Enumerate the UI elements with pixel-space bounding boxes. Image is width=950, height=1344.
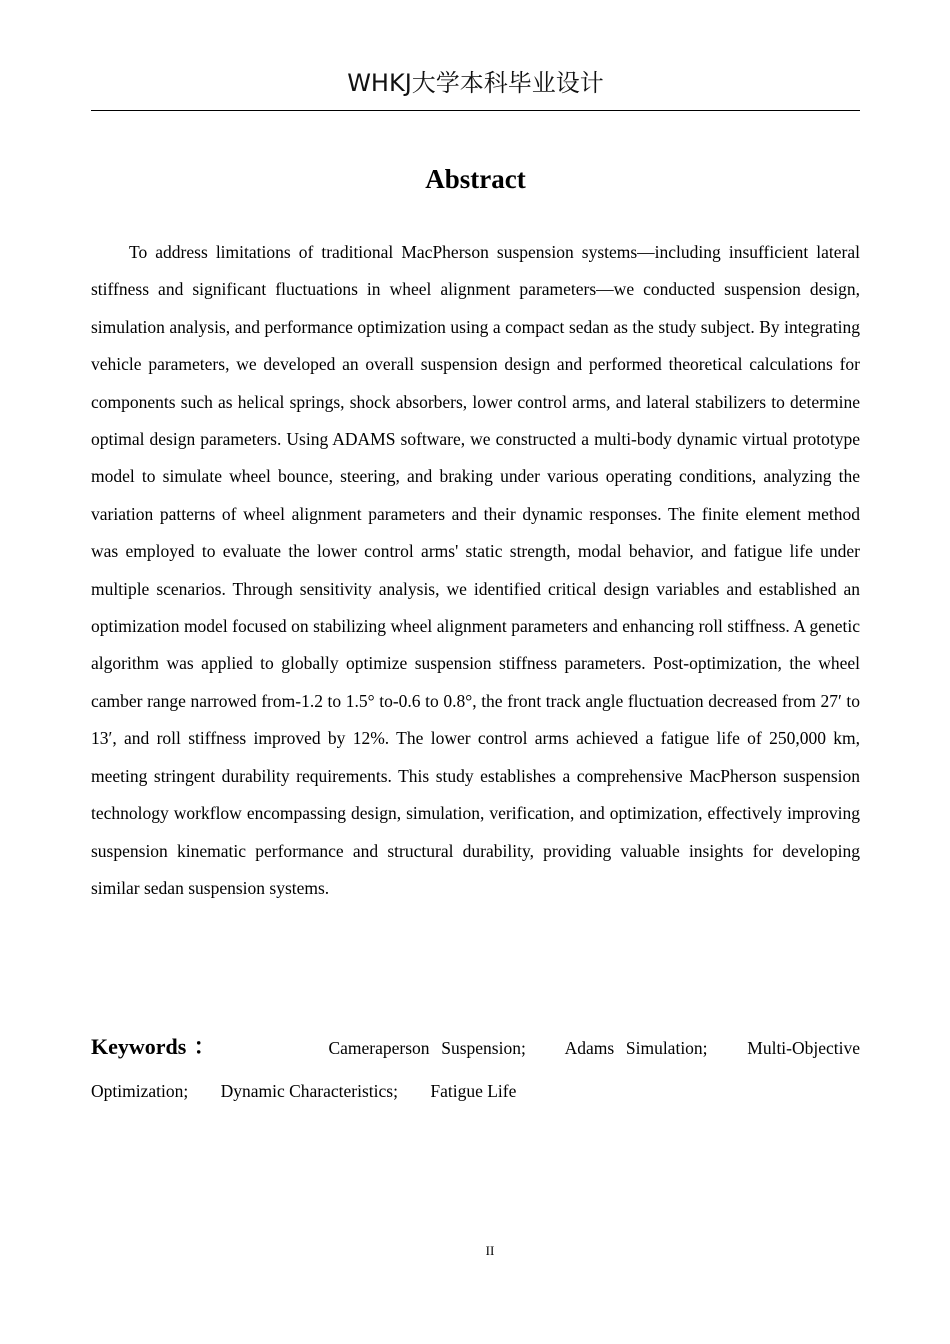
abstract-heading: Abstract bbox=[425, 164, 526, 194]
keyword-item: Dynamic Characteristics; bbox=[220, 1081, 398, 1101]
keyword-item: Fatigue Life bbox=[430, 1081, 517, 1101]
header-divider bbox=[91, 110, 860, 111]
keywords-label: Keywords： bbox=[91, 1034, 224, 1059]
keyword-item: Multi-Objective Optimization; bbox=[91, 1038, 861, 1101]
page-number: II bbox=[485, 1243, 495, 1258]
keyword-item: Adams Simulation; bbox=[564, 1038, 708, 1058]
page-header-title: WHKJ大学本科毕业设计 bbox=[347, 69, 604, 97]
keyword-item: Cameraperson Suspension; bbox=[328, 1038, 526, 1058]
abstract-body: To address limitations of traditional MacPherson suspension systems—including insufficient lateral stiffness and significant fluctuations in wheel alignment parameters—we conducted suspension design, simulation analysis, and performance optimization using a compact sedan as the study subject. By integrating vehicle parameters, we developed an overall suspension design and performed theoretical calculations for components such as helical springs, shock absorbers, lower control arms, and lateral stabilizers to determine optimal design parameters. Using ADAMS software, we constructed a multi-body dynamic virtual prototype model to simulate wheel bounce, steering, and braking under various operating conditions, analyzing the variation patterns of wheel alignment parameters and their dynamic responses. The finite element method was employed to evaluate the lower control arms' static strength, modal behavior, and fatigue life under multiple scenarios. Through sensitivity analysis, we identified critical design variables and established an optimization model focused on stabilizing wheel alignment parameters and enhancing roll stiffness. A genetic algorithm was applied to globally optimize suspension stiffness parameters. Post-optimization, the wheel camber range narrowed from-1.2 to 1.5° to-0.6 to 0.8°, the front track angle fluctuation decreased from 27′ to 13′, and roll stiffness improved by 12%. The lower control arms achieved a fatigue life of 250,000 km, meeting stringent durability requirements. This study establishes a comprehensive MacPherson suspension technology workflow encompassing design, simulation, verification, and optimization, effectively improving suspension kinematic performance and structural durability, providing valuable insights for developing similar sedan suspension systems. bbox=[91, 242, 860, 898]
keywords-section bbox=[91, 1025, 860, 1113]
